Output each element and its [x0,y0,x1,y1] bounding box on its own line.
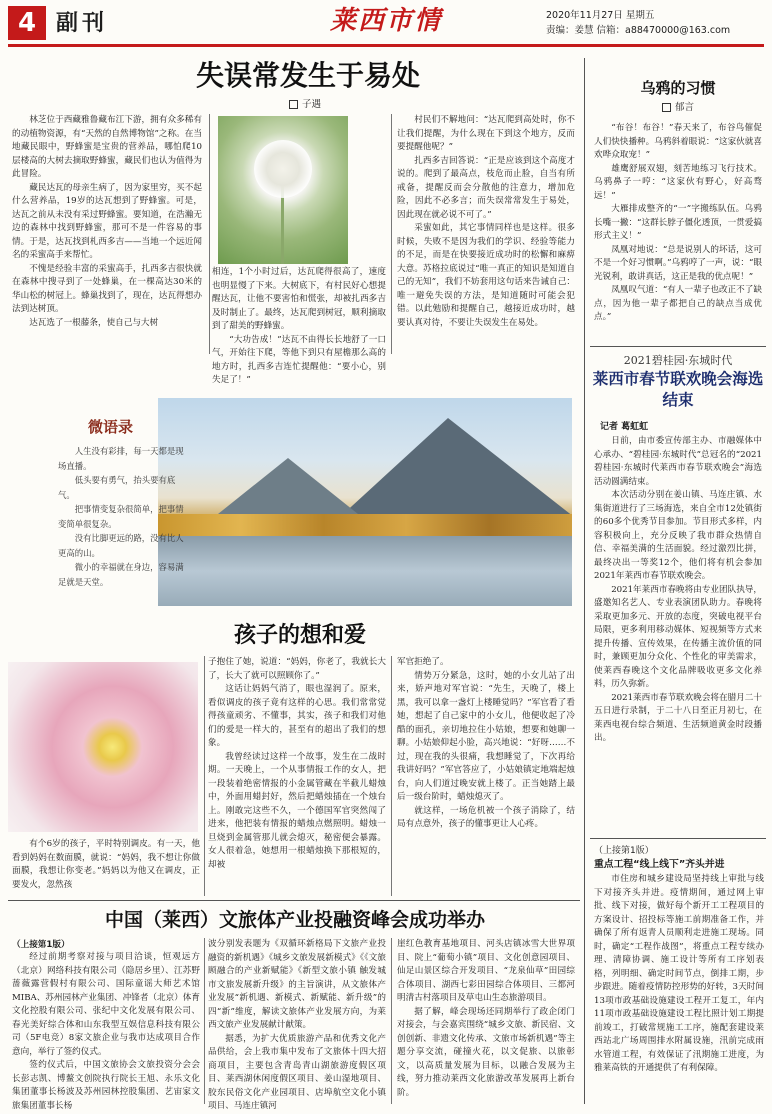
quote: 把事情变复杂很简单，把事情变简单很复杂。 [58,504,184,529]
article2-col3 [397,656,575,832]
poem-byline [592,99,764,113]
paragraph: 崖红色教育基地项目、河头店镇冰雪大世界项目、院上“葡萄小镇”项目、文化创意园项目、仙足山景区综合开发项目、“龙泉仙草”田园综合体项目、湖西七彩田园综合体项目、三都河明清古村落项目及草屯山生态旅游项目。 [397,939,575,1003]
paragraph: 藏民达瓦的母亲生病了，因为家里穷，买不起什么营养品，19岁的达瓦想到了野蜂蜜。可是，达瓦之前从未没有采过野蜂蜜。要知道，在浩瀚无边的森林中找到野蜂蜜，那可不是一件容易的事情。于是，达瓦找到札西多吉——当地一个远近闻名的采蜜高手来帮忙。 [12,182,202,260]
paragraph: 不愧是经验丰富的采蜜高手，扎西多吉很快就在森林中搜寻到了一处蜂巢，在一棵高达30米的华山松的树冠上。蜂巢找到了，现在，达瓦得想办法到达树顶。 [12,263,202,314]
paragraph: 这话让妈妈气消了，眼也湿润了。原来，看似调皮的孩子竟有这样的心思。我们常常觉得孩童顽劣、不懂事，其实，孩子和我们对他们的爱是一样大的，甚至有的超出了我们的想象。 [208,684,386,748]
article3-from: （上接第1版） [12,940,70,950]
paragraph: 凤凰对地说：“总是说别人的坏话，这可不是一个好习惯啊。”乌鸦哼了一声，说：“眼光锐利，敢讲真话，这正是我的优点呢！” [594,244,762,282]
quote: 没有比脚更远的路，没有比人更高的山。 [58,533,184,558]
paragraph: 波分别发表题为《双循环新格局下文旅产业投融资的新机遇》《城乡文旅发展新模式》《《文旅顾融合的产业新赋能》《新型文旅小镇 触发城市文旅发展新升级》的主旨演讲，从文旅体产业发展“新机遇、新模式、新赋能、新升级”的四“新”维度，解读文旅体产业发展方向，为莱西文旅产业发展献计献策。 [208,939,386,1030]
article1-headline: 失误常发生于易处 [195,59,420,92]
quote: 低头要有勇气，抬头要有底气。 [58,475,176,500]
article1-col2 [212,266,386,388]
paragraph: 村民们不解地问：“达瓦爬到高处时，你不让我们提醒，为什么现在下到这个地方，反而要提醒他呢？” [397,115,575,152]
paragraph: 本次活动分别在姜山镇、马连庄镇、水集街道进行了三场海选，来自全市12处镇街的60多个优秀节目参加。节目形式多样，内容积极向上，充分反映了我市群众热情自信、幸福美满的生活面貌。经过激烈比拼，最终决出一等奖12个，他们将有机会参加2021年莱西市春节联欢晚会。 [594,490,762,581]
project-from: （上接第1版） [594,846,654,856]
paragraph: 签约仪式后，中国文旅协会文旅投资分会会长彭志凯、博鳌文创院执行院长王旭、永乐文化集团董事长杨波及苏州园林控股集团、艺宙家文旅集团董事长杨 [12,1060,200,1111]
paragraph: 大雁排成整齐的“一”字搬练队伍。乌鸦长嘴一撇：“这群长脖子僵化透顶，一贯爱搞形式主义！” [594,204,762,241]
paragraph: 2021莱西市春节联欢晚会将在腊月二十五日进行录制，于二十八日至正月初七，在莱西电视台综合频道、生活频道黄金时段播出。 [594,692,762,743]
byline-marker-icon [662,103,671,112]
paragraph: 扎西多吉回答说：“正是应该到这个高度才说的。爬到了最高点，枝危而止脸，自当有所戒备，提醒反而会分散他的注意力，增加危险，因此不必多言；而失误常常发生于易处，因此现在就必说不可了。” [397,155,575,220]
paragraph: 有个6岁的孩子，平时特别调皮。有一天，他看到妈妈在数面膜，就说：“妈妈，我不想让你做面膜，我想让你变老。”妈妈以为他又在调皮，正要发火，忽然孩 [12,839,200,890]
paragraph: 相连，1个小时过后，达瓦爬得很高了，速度也明显慢了下来。大树底下，有村民好心想提醒达瓦，让他不要害怕和慌张，却被扎西多吉及时制止了。最终，达瓦爬到树冠，顺利摘取到了甜美的野蜂蜜。 [212,267,386,331]
article1-byline [220,96,390,110]
flower-photo [8,662,198,832]
paragraph: 采蜜如此，其它事情同样也是这样。很多时候，失败不是因为我们的学识、经验等能力的不足，而是在快要接近成功时的松懈和麻痹大意。苏格拉底说过“唯一真正的知识是知道自己的无知”，我们不妨套用这句话来告诫自己：唯一避免失误的方法，是知道随时可能会犯错。以此勉励和提醒自己，越接近成功时，越要认真对待，不要让失误发生在易处。 [397,223,575,328]
gala-kicker: 2021碧桂园·东城时代 [623,354,733,367]
micro-quotes-box [58,416,192,606]
quote: 人生没有彩排，每一天都是现场直播。 [58,446,184,471]
paragraph: 据悉，为扩大优质旅游产品和优秀文化产品供给，会上我市集中发布了文旅体十四大招商项目，主要包含青岛青山湖旅游度假区项目、莱西湖休闲度假区项目、姜山湿地项目、胶东民俗文化产业园项目、店埠航空文化小镇项目、马连庄镇河 [208,1033,386,1111]
paragraph: 我曾经读过这样一个故事，发生在二战时期。一天晚上，一个从事情报工作的女人，把一段装着绝密情报的小金属管藏在半截儿蜡烛中，外面用蜡封好，然后把蜡烛插在一个烛台上。刚敢完这些不久，一个德国军官突然闯了进来，他把装有情报的蜡烛点燃照明。蜡烛一旦烧到金属管那儿就会熄灭，秘密便会暴露。女人很着急，她想用一根蜡烛换下那根短的，却被 [208,751,386,870]
paragraph: 市住房和城乡建设局坚持线上审批与线下对接齐头并进。疫情期间，通过网上审批、线下对接，做好每个新开工工程项目的方案设计、招投标等施工前期准备工作，并确保了所有返青人员顺利走进施工现场。同时，确定“工程作战图”，将重点工程专续办理、清障协调、施工设计等所有工序划表格，列明细、确定时间节点，倒排工期，步步跟进。随着疫情防控形势的好转，3天时间13项市政基础设施建设工程开工复工，年内11项市政基础设施建设工程比照计划工期提前竣工，打破常规施工工序，施配套建设莱西站北广场周围排水附属设施，汛前完成雨水管道工程，有效保证了汛期施工进度，为雅莱高铁的开通提供了有利保障。 [594,874,764,1073]
article1-author: 子遇 [301,99,321,110]
section-title: 副刊 [56,10,109,36]
byline-marker-icon [289,100,298,109]
article3-col1 [12,951,200,1113]
paragraph: 凤凰叹气道：“有人一辈子也改正不了缺点，因为他一辈子都把自己的缺点当成优点。” [594,285,762,322]
paragraph: 经过前期考察对接与项目洽谈，恒观远方（北京）网络科技有限公司（隐居乡里）、江苏野蔷薇露营假村有限公司、国际童谣大师艺术馆MIBA、苏州园林产业集团、冲锋者（北京）体育文化控股有限公司、张纪中文化发展有限公司、春光美好综合体和山东我型互娱信息科技有限公司（5F电竞）8家文旅企业与我市达成项目合作意向，举行了签约仪式。 [12,952,200,1057]
paragraph: 林芝位于西藏雅鲁藏布江下游，拥有众多稀有的动植物资源，有“天然的自然博物馆”之称。在当地藏民眼中，野蜂蜜是宝贵的营养品，哪怕爬10层楼高的大树去摘取野蜂蜜，藏民们也认为值得为此冒险。 [12,115,202,179]
paragraph: 就这样，一场危机被一个孩子消除了，结局有点意外，孩子的懂事更让人心疼。 [397,805,575,829]
gala-reporter: 记者 葛虹虹 [600,422,649,432]
paragraph: 据了解，峰会现场还同期举行了政企闭门对接会，与会嘉宾围绕“城乡文旅、新民宿、文创创新、非遗文化传承、文旅市场新机遇”等主题分享交流，碰撞火花，以文促旅、以旅彰文，以高质量发展为目标，以融合发展为主线，努力推动莱西文化旅游改革发展再上新台阶。 [397,1006,575,1098]
paragraph: 子抱住了她，说道：“妈妈，你老了，我就长大了，长大了就可以照顾你了。” [208,657,386,681]
article2-col1 [12,838,200,892]
issue-date: 2020年11月27日 星期五 [546,10,655,21]
article1-col1 [12,114,202,330]
gala-headline: 莱西市春节联欢晚会海选结束 [592,369,764,409]
project-headline: 重点工程“线上线下”齐头并进 [594,859,725,870]
paragraph: 达瓦选了一根藤条，使自己与大树 [29,317,159,328]
poem-headline: 乌鸦的习惯 [640,79,716,97]
paragraph: “布谷！布谷！”春天来了，布谷鸟催促人们快快播种。乌鸦斜着眼说：“这家伙就喜欢哗众取宠！” [594,123,762,160]
quote: 微小的幸福就在身边，容易满足就是天堂。 [58,562,184,587]
poem-author: 郁言 [674,102,694,113]
mountain-lake-photo [158,398,572,606]
paragraph: 军官拒绝了。 [397,657,449,667]
paragraph: “大功告成！”达瓦不由得长长地舒了一口气，开始往下爬，等他下到只有屋檐那么高的地方时，扎西多吉连忙提醒他：“要小心，别失足了！” [212,334,386,385]
paragraph: 日前，由市委宣传部主办、市融媒体中心承办、“碧桂园·东城时代”总冠名的“2021碧桂园·东城时代莱西市春节联欢晚会”海选活动圆满结束。 [594,436,762,487]
paragraph: 2021年莱西市春晚将由专业团队执导，盛邀知名艺人、专业表演团队助力。春晚将采取更加多元、开放的态度，突破电视平台局限，更多利用移动媒体、短视频等方式来提升传播、宣传效果，在传播主流价值的同时，兼顾更加分众化、个性化的审美需求，使莱西春晚这个文化品牌吸收更多文化养料，历久弥新。 [594,584,762,689]
article2-col2 [208,656,386,872]
newspaper-logo: 莱西市情 [330,6,443,36]
article1-col3 [397,114,575,330]
article3-col2 [208,938,386,1114]
project-body [594,873,764,1076]
poem-body [594,122,762,325]
masthead-rule [8,44,764,47]
gala-body [594,435,762,746]
micro-quotes-title: 微语录 [88,418,134,436]
paragraph: 情势万分紧急，这时，她的小女儿站了出来，娇声地对军官说：“先生，天晚了，楼上黑，我可以拿一盏灯上楼睡觉吗？”军官看了看她，想起了自己家中的小女儿，他便收起了冷酷的面孔，亲切地拉住小姑娘，想要和她聊一聊。小姑娘仰起小脸，高兴地说：“好呀……不过，现在我的头很痛，我想睡觉了，下次再给我讲好吗？”军官答应了，小姑娘镇定地端起烛台，向人们道过晚安就上楼了。正当她踏上最后一级台阶时，蜡烛熄灭了。 [397,670,575,802]
editor-info: 责编：姜慧 信箱：a88470000@163.com [546,25,731,36]
dandelion-photo [218,116,348,264]
page-number: 4 [8,6,46,40]
article2-headline: 孩子的想和爱 [233,622,366,648]
article3-headline: 中国（莱西）文旅体产业投融资峰会成功举办 [104,909,485,931]
article3-col3 [397,938,575,1100]
paragraph: 雄鹰舒展双翅，刻苦地练习飞行技术。乌鸦鼻子一哼：“这家伙有野心，好高骛远！” [594,163,762,201]
